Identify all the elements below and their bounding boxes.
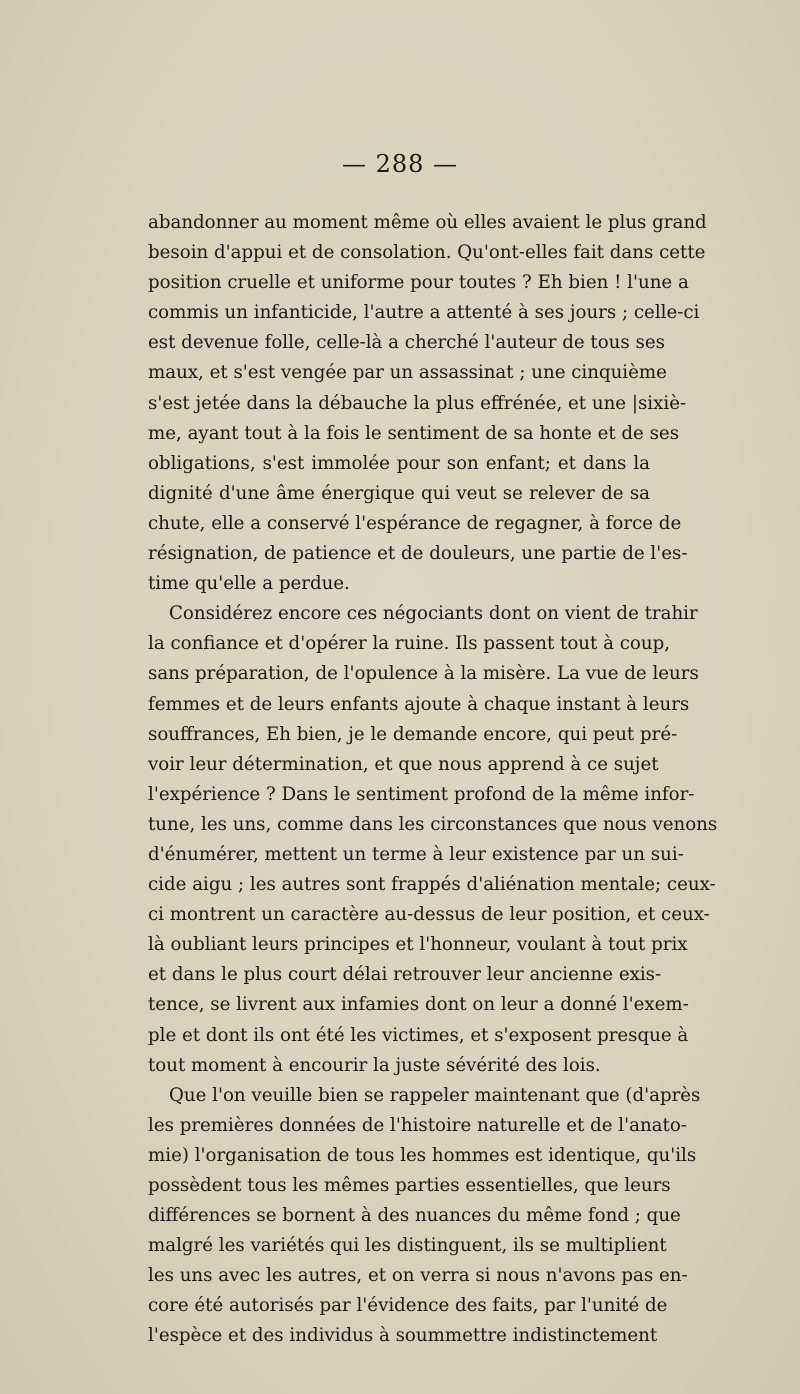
text-line: là oubliant leurs principes et l'honneur, voulant à tout prix bbox=[148, 934, 688, 956]
text-line: core été autorisés par l'évidence des faits, par l'unité de bbox=[148, 1295, 668, 1317]
text-line: cide aigu ; les autres sont frappés d'aliénation mentale; ceux- bbox=[148, 874, 716, 896]
text-line: souffrances, Eh bien, je le demande encore, qui peut pré- bbox=[148, 723, 678, 745]
page-number: — 288 — bbox=[341, 150, 459, 178]
text-line: Considérez encore ces négociants dont on vient de trahir bbox=[169, 603, 698, 625]
text-line: les uns avec les autres, et on verra si nous n'avons pas en- bbox=[148, 1265, 688, 1287]
text-line: chute, elle a conservé l'espérance de regagner, à force de bbox=[148, 512, 682, 534]
text-line: me, ayant tout à la fois le sentiment de sa honte et de ses bbox=[148, 422, 680, 444]
text-line: tence, se livrent aux infamies dont on leur a donné l'exem- bbox=[148, 994, 689, 1016]
text-line: les premières données de l'histoire naturelle et de l'anato- bbox=[148, 1114, 687, 1136]
text-line: l'expérience ? Dans le sentiment profond de la même infor- bbox=[148, 783, 695, 805]
text-line: time qu'elle a perdue. bbox=[148, 573, 350, 595]
text-line: commis un infanticide, l'autre a attenté à ses jours ; celle-ci bbox=[148, 302, 700, 324]
text-line: est devenue folle, celle-là a cherché l'auteur de tous ses bbox=[148, 332, 665, 354]
text-line: Que l'on veuille bien se rappeler maintenant que (d'après bbox=[169, 1084, 701, 1106]
text-line: position cruelle et uniforme pour toutes ? Eh bien ! l'une a bbox=[148, 272, 689, 294]
text-line: dignité d'une âme énergique qui veut se relever de sa bbox=[148, 482, 650, 504]
text-line: et dans le plus court délai retrouver leur ancienne exis- bbox=[148, 964, 662, 986]
text-line: tune, les uns, comme dans les circonstances que nous venons bbox=[148, 813, 718, 835]
text-line: maux, et s'est vengée par un assassinat ; une cinquième bbox=[148, 362, 667, 384]
text-line: mie) l'organisation de tous les hommes est identique, qu'ils bbox=[148, 1144, 697, 1166]
text-line: abandonner au moment même où elles avaient le plus grand bbox=[148, 212, 707, 233]
text-line: différences se bornent à des nuances du même fond ; que bbox=[148, 1205, 681, 1227]
text-line: d'énumérer, mettent un terme à leur existence par un sui- bbox=[148, 843, 684, 865]
text-line: obligations, s'est immolée pour son enfant; et dans la bbox=[148, 452, 650, 474]
text-line: femmes et de leurs enfants ajoute à chaque instant à leurs bbox=[148, 693, 690, 715]
text-line: ple et dont ils ont été les victimes, et s'exposent presque à bbox=[148, 1024, 689, 1046]
body-text bbox=[148, 208, 718, 1352]
text-line: s'est jetée dans la débauche la plus effrénée, et une |sixiè- bbox=[148, 392, 687, 414]
text-line: sans préparation, de l'opulence à la misère. La vue de leurs bbox=[148, 663, 699, 685]
text-line: la confiance et d'opérer la ruine. Ils passent tout à coup, bbox=[148, 633, 670, 655]
text-line: l'espèce et des individus à soummettre indistinctement bbox=[148, 1325, 658, 1347]
text-line: résignation, de patience et de douleurs, une partie de l'es- bbox=[148, 543, 688, 565]
text-line: ci montrent un caractère au-dessus de leur position, et ceux- bbox=[148, 904, 710, 926]
text-line: possèdent tous les mêmes parties essentielles, que leurs bbox=[148, 1175, 671, 1196]
text-line: tout moment à encourir la juste sévérité des lois. bbox=[148, 1054, 601, 1076]
text-line: malgré les variétés qui les distinguent, ils se multiplient bbox=[148, 1235, 667, 1257]
text-line: voir leur détermination, et que nous apprend à ce sujet bbox=[148, 753, 659, 775]
text-line: besoin d'appui et de consolation. Qu'ont-elles fait dans cette bbox=[148, 242, 706, 264]
